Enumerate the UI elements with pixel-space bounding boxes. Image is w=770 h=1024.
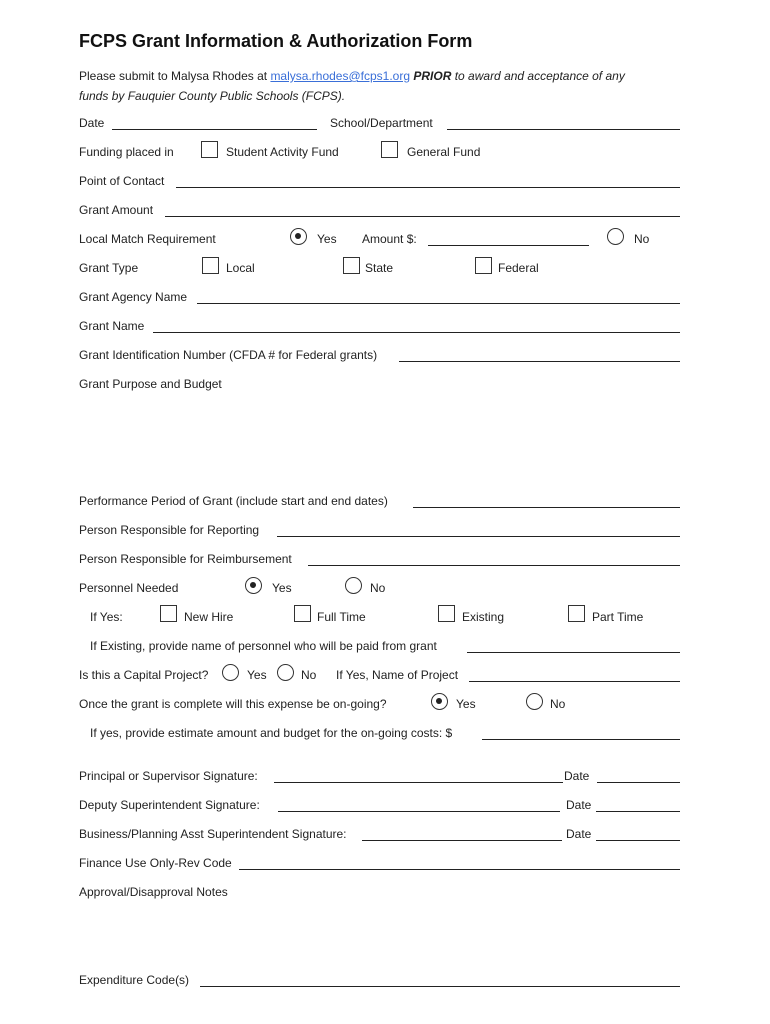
expenditure-label: Expenditure Code(s) [79, 973, 190, 987]
school-label: School/Department [330, 116, 433, 130]
type-local-label: Local [226, 261, 255, 275]
type-local-checkbox[interactable] [202, 257, 219, 274]
period-label: Performance Period of Grant (include start and end dates) [79, 494, 388, 508]
existing-checkbox[interactable] [438, 605, 455, 622]
match-label: Local Match Requirement [79, 232, 216, 246]
ongoing-yes-radio[interactable] [431, 693, 448, 710]
match-amount-label: Amount $: [362, 232, 417, 246]
type-state-checkbox[interactable] [343, 257, 360, 274]
date-field[interactable] [112, 129, 317, 130]
date-label: Date [79, 116, 105, 130]
principal-date-field[interactable] [597, 782, 680, 783]
reporting-label: Person Responsible for Reporting [79, 523, 260, 537]
personnel-yes-label: Yes [272, 581, 292, 595]
ongoing-no-radio[interactable] [526, 693, 543, 710]
ongoing-estimate-field[interactable] [482, 739, 680, 740]
form-title: FCPS Grant Information & Authorization Form [79, 31, 473, 51]
student-activity-label: Student Activity Fund [226, 145, 339, 159]
business-signature-field[interactable] [362, 840, 562, 841]
capital-name-label: If Yes, Name of Project [336, 668, 459, 682]
match-yes-label: Yes [317, 232, 337, 246]
existing-label: Existing [462, 610, 505, 624]
contact-label: Point of Contact [79, 174, 165, 188]
personnel-no-radio[interactable] [345, 577, 362, 594]
business-date-label: Date [566, 827, 592, 841]
funding-label: Funding placed in [79, 145, 174, 159]
deputy-date-field[interactable] [596, 811, 680, 812]
existing-name-label: If Existing, provide name of personnel who will be paid from grant [90, 639, 437, 653]
notes-label: Approval/Disapproval Notes [79, 885, 228, 899]
new-hire-label: New Hire [184, 610, 234, 624]
expenditure-field[interactable] [200, 986, 680, 987]
intro-line-1 [79, 66, 625, 86]
type-federal-label: Federal [498, 261, 539, 275]
ongoing-yes-label: Yes [456, 697, 476, 711]
new-hire-checkbox[interactable] [160, 605, 177, 622]
part-time-checkbox[interactable] [568, 605, 585, 622]
if-yes-label: If Yes: [90, 610, 123, 624]
contact-field[interactable] [176, 187, 680, 188]
grant-id-field[interactable] [399, 361, 680, 362]
intro-text-tail: to award and acceptance of any [451, 69, 625, 83]
capital-no-label: No [301, 668, 317, 682]
school-field[interactable] [447, 129, 680, 130]
business-signature-label: Business/Planning Asst Superintendent Signature: [79, 827, 347, 841]
capital-yes-radio[interactable] [222, 664, 239, 681]
grant-name-label: Grant Name [79, 319, 145, 333]
ongoing-estimate-label: If yes, provide estimate amount and budget for the on-going costs: $ [90, 726, 453, 740]
agency-field[interactable] [197, 303, 680, 304]
grant-name-field[interactable] [153, 332, 680, 333]
match-no-radio[interactable] [607, 228, 624, 245]
intro-text: Please submit to Malysa Rhodes at [79, 69, 271, 83]
reimbursement-field[interactable] [308, 565, 680, 566]
capital-no-radio[interactable] [277, 664, 294, 681]
amount-label: Grant Amount [79, 203, 154, 217]
deputy-signature-field[interactable] [278, 811, 560, 812]
capital-yes-label: Yes [247, 668, 267, 682]
intro-line-2: funds by Fauquier County Public Schools (FCPS). [79, 89, 346, 103]
reimbursement-label: Person Responsible for Reimbursement [79, 552, 292, 566]
finance-label: Finance Use Only-Rev Code [79, 856, 232, 870]
amount-field[interactable] [165, 216, 680, 217]
capital-label: Is this a Capital Project? [79, 668, 209, 682]
full-time-checkbox[interactable] [294, 605, 311, 622]
general-fund-label: General Fund [407, 145, 481, 159]
type-label: Grant Type [79, 261, 139, 275]
existing-name-field[interactable] [467, 652, 680, 653]
ongoing-label: Once the grant is complete will this expense be on-going? [79, 697, 387, 711]
ongoing-no-label: No [550, 697, 566, 711]
purpose-label: Grant Purpose and Budget [79, 377, 222, 391]
principal-date-label: Date [564, 769, 590, 783]
deputy-signature-label: Deputy Superintendent Signature: [79, 798, 260, 812]
grant-id-label: Grant Identification Number (CFDA # for Federal grants) [79, 348, 378, 362]
student-activity-checkbox[interactable] [201, 141, 218, 158]
match-amount-field[interactable] [428, 245, 589, 246]
business-date-field[interactable] [596, 840, 680, 841]
full-time-label: Full Time [317, 610, 366, 624]
match-yes-radio[interactable] [290, 228, 307, 245]
deputy-date-label: Date [566, 798, 592, 812]
part-time-label: Part Time [592, 610, 644, 624]
type-federal-checkbox[interactable] [475, 257, 492, 274]
principal-signature-label: Principal or Supervisor Signature: [79, 769, 258, 783]
type-state-label: State [365, 261, 394, 275]
prior-emphasis: PRIOR [413, 69, 452, 83]
match-no-label: No [634, 232, 650, 246]
period-field[interactable] [413, 507, 680, 508]
principal-signature-field[interactable] [274, 782, 563, 783]
finance-field[interactable] [239, 869, 680, 870]
agency-label: Grant Agency Name [79, 290, 188, 304]
personnel-label: Personnel Needed [79, 581, 179, 595]
general-fund-checkbox[interactable] [381, 141, 398, 158]
personnel-no-label: No [370, 581, 386, 595]
capital-name-field[interactable] [469, 681, 680, 682]
email-link[interactable]: malysa.rhodes@fcps1.org [270, 69, 411, 83]
reporting-field[interactable] [277, 536, 680, 537]
personnel-yes-radio[interactable] [245, 577, 262, 594]
